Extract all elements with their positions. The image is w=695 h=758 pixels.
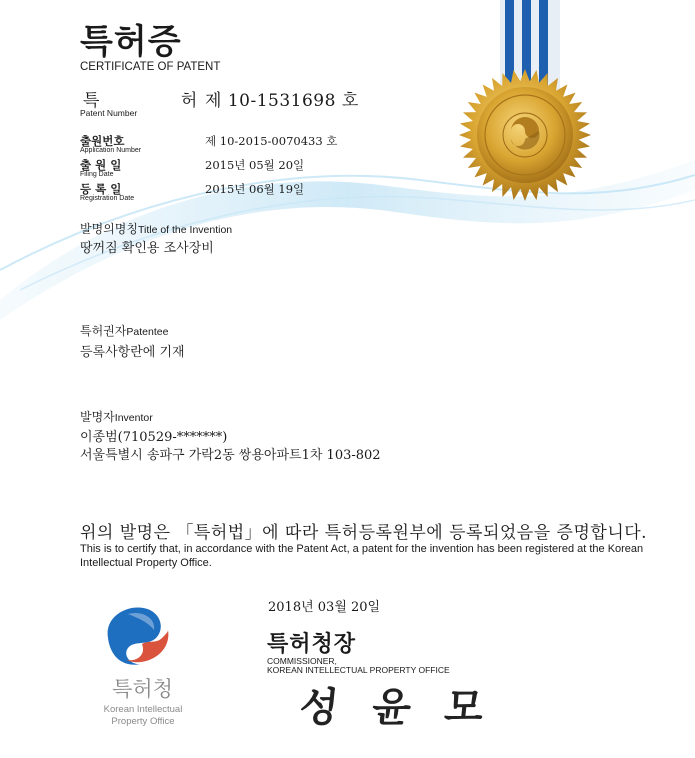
commissioner-title-en-line2: KOREAN INTELLECTUAL PROPERTY OFFICE: [267, 665, 450, 675]
commissioner-title-en-line1: COMMISSIONER,: [267, 656, 337, 666]
invention-label-ko: 발명의명칭: [80, 222, 138, 236]
registration-date-value: 2015년 06월 19일: [205, 182, 305, 196]
patent-number: 제 10-1531698 호: [205, 91, 359, 111]
certification-text-en: This is to certify that, in accordance with the Patent Act, a patent for the invention has been registered at the Korean Intellectual Property Office.: [80, 543, 644, 569]
invention-title-label: [80, 220, 232, 237]
filing-date-value: 2015년 05월 20일: [205, 158, 305, 172]
certificate-subtitle: CERTIFICATE OF PATENT: [80, 61, 221, 73]
certificate-title: 특허증: [80, 22, 182, 62]
inventor-label: [80, 408, 153, 425]
commissioner-title-en: [267, 657, 450, 675]
inventor-label-en: Inventor: [114, 412, 153, 424]
kipo-logo-icon: [98, 600, 178, 672]
filing-date-label-en: Filing Date: [80, 171, 114, 178]
filing-date-label: 출 원 일: [80, 158, 122, 172]
invention-title-value: 땅꺼짐 확인용 조사장비: [80, 241, 214, 256]
inventor-name: 이종범(710529-*******): [80, 430, 228, 445]
kipo-logo-text-ko: 특허청: [112, 677, 173, 701]
registration-date-label-en: Registration Date: [80, 195, 135, 202]
patentee-label-en: Patentee: [126, 326, 169, 338]
kipo-logo-text-en-line2: Property Office: [111, 716, 175, 727]
application-number-value: 제 10-2015-0070433 호: [205, 134, 338, 148]
patent-label-en: Patent Number: [80, 108, 138, 118]
patentee-label: [80, 322, 168, 339]
inventor-address: 서울특별시 송파구 가락2동 쌍용아파트1차 103-802: [80, 448, 381, 463]
patentee-value: 등록사항란에 기재: [80, 345, 185, 360]
patentee-label-ko: 특허권자: [80, 324, 127, 338]
patent-label: 특 허: [83, 91, 236, 111]
gold-seal-icon: [455, 65, 595, 205]
commissioner-signature: 성 윤 모: [297, 684, 496, 731]
application-number-label: 출원번호: [80, 134, 125, 148]
invention-label-en: Title of the Invention: [137, 224, 233, 236]
application-number-label-en: Application Number: [80, 147, 142, 154]
registration-date-label: 등 록 일: [80, 182, 122, 196]
issue-date: 2018년 03월 20일: [268, 600, 381, 615]
kipo-logo-text-en-line1: Korean Intellectual: [103, 704, 183, 715]
commissioner-title: 특허청장: [267, 632, 357, 657]
inventor-label-ko: 발명자: [80, 410, 115, 424]
kipo-logo-text-en: [78, 704, 208, 728]
certification-text-ko: 위의 발명은 「특허법」에 따라 특허등록원부에 등록되었음을 증명합니다.: [80, 523, 648, 543]
